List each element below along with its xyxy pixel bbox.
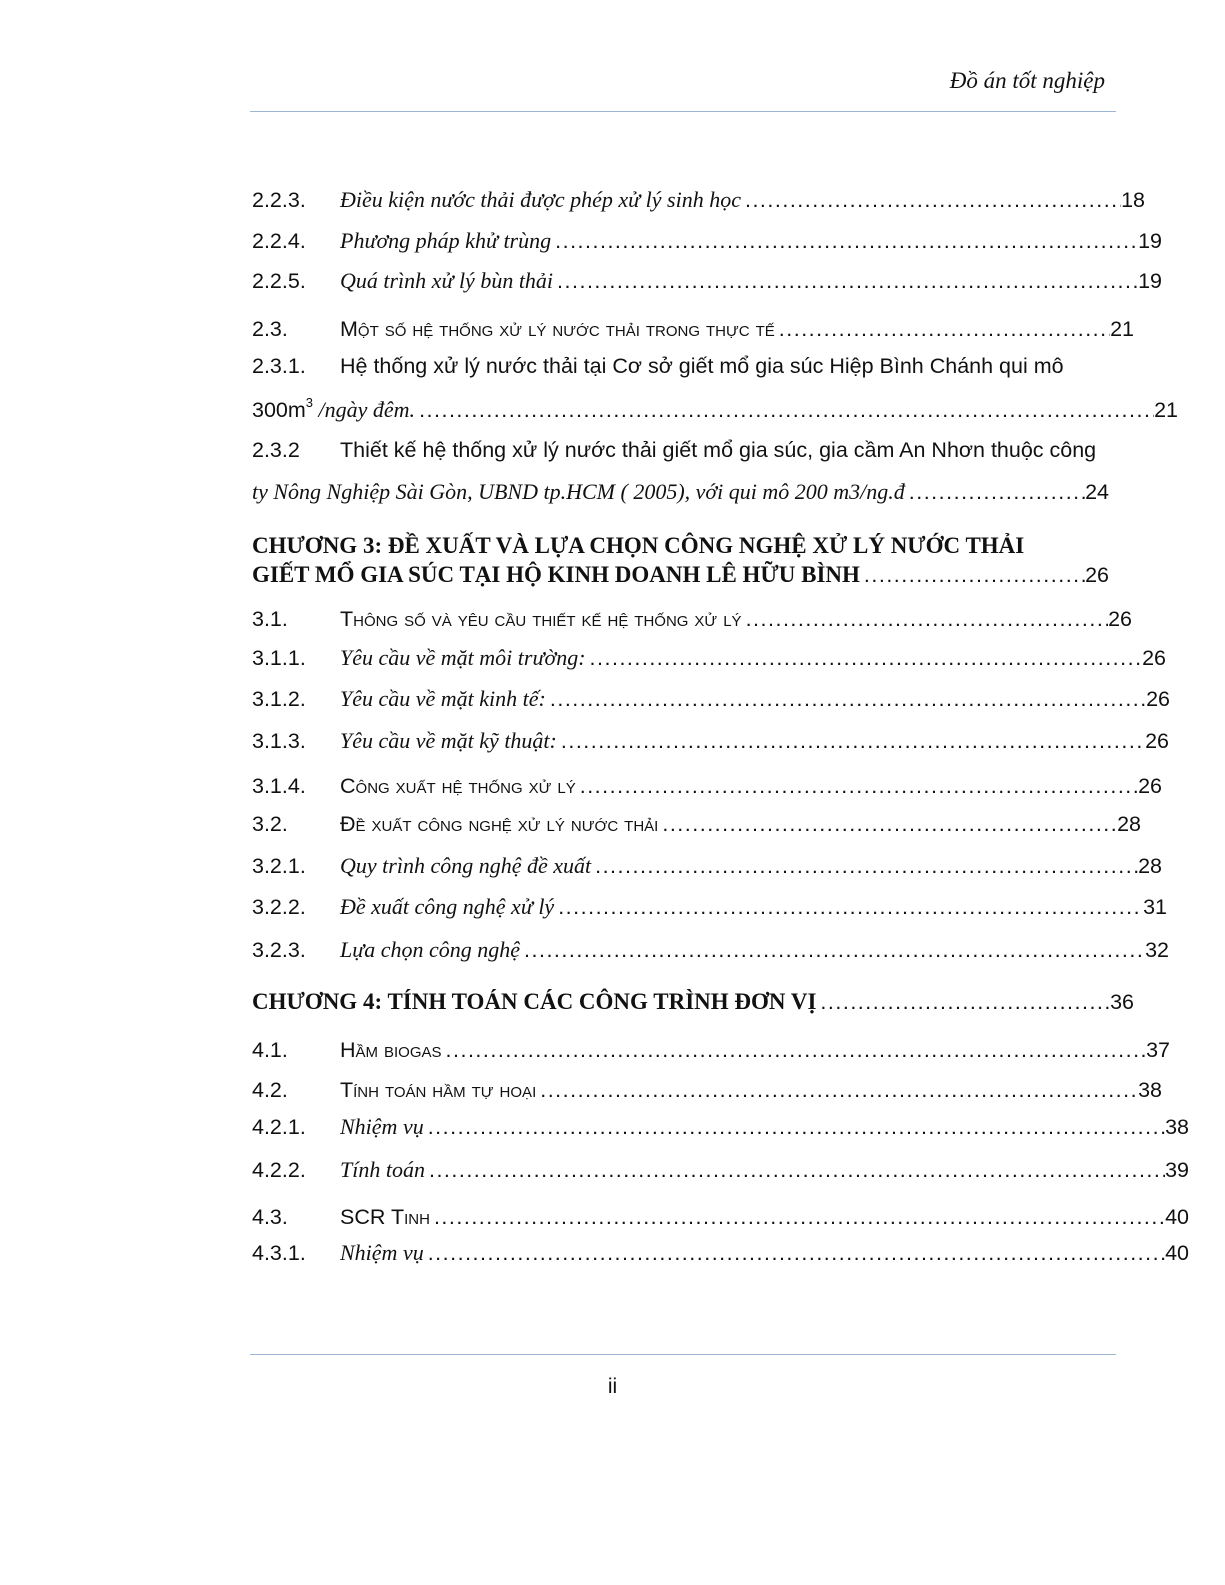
toc-title-cont: ty Nông Nghiệp Sài Gòn, UBND tp.HCM ( 2005), với qui mô 200 m3/ng.đ — [252, 479, 905, 504]
toc-leader — [591, 854, 1138, 878]
toc-title: Lựa chọn công nghệ — [340, 937, 521, 962]
toc-leader — [557, 729, 1145, 753]
toc-number: 3.1.2. — [252, 687, 306, 711]
toc-leader — [586, 646, 1143, 670]
toc-title: Một số hệ thống xử lý nước thải trong thực tế — [340, 317, 775, 341]
page-number: ii — [607, 1375, 618, 1398]
toc-page: 38 — [1138, 1078, 1162, 1102]
toc-number: 4.1. — [252, 1038, 288, 1062]
toc-title: Phương pháp khử trùng — [340, 228, 552, 253]
toc-page: 26 — [1138, 774, 1162, 798]
toc-leader — [553, 269, 1138, 293]
header-title: Đồ án tốt nghiệp — [949, 68, 1105, 93]
toc-leader — [741, 188, 1121, 212]
toc-leader — [658, 812, 1117, 836]
toc-entry[interactable] — [252, 1078, 1162, 1102]
toc-title: Quá trình xử lý bùn thải — [340, 268, 554, 293]
toc-page: 24 — [1085, 480, 1109, 504]
toc-title: Nhiệm vụ — [340, 1114, 424, 1139]
toc-page: 19 — [1138, 229, 1162, 253]
toc-title: Tính toán hầm tự hoại — [340, 1078, 537, 1102]
toc-title: SCR Tinh — [340, 1205, 430, 1229]
toc-leader — [816, 990, 1110, 1014]
toc-title: Yêu cầu về mặt kinh tế: — [340, 686, 546, 711]
toc-leader — [576, 774, 1138, 798]
toc-entry[interactable] — [252, 480, 1109, 504]
toc-number: 2.3.2 — [252, 438, 300, 462]
toc-leader — [415, 398, 1154, 422]
toc-number: 4.2.2. — [252, 1158, 306, 1182]
toc-title: Nhiệm vụ — [340, 1240, 424, 1265]
toc-entry[interactable] — [252, 938, 1169, 962]
toc-number: 3.2. — [252, 812, 288, 836]
toc-number: 3.1.1. — [252, 646, 306, 670]
toc-leader — [551, 229, 1138, 253]
toc-page: 28 — [1138, 854, 1162, 878]
toc-entry[interactable] — [252, 607, 1132, 631]
toc-leader — [424, 1241, 1165, 1265]
toc-title: Thiết kế hệ thống xử lý nước thải giết mổ gia súc, gia cầm An Nhơn thuộc công — [340, 438, 1097, 462]
toc-page: 39 — [1165, 1158, 1189, 1182]
toc-number: 3.2.1. — [252, 854, 306, 878]
toc-page: 19 — [1138, 269, 1162, 293]
toc-page: 38 — [1165, 1115, 1189, 1139]
toc-leader — [425, 1158, 1165, 1182]
toc-entry[interactable] — [252, 990, 1134, 1014]
toc-entry[interactable] — [252, 1241, 1189, 1265]
toc-number: 4.3.1. — [252, 1241, 306, 1265]
toc-entry[interactable] — [252, 774, 1162, 798]
toc-leader — [424, 1115, 1165, 1139]
toc-number: 3.1. — [252, 607, 288, 631]
toc-number: 3.2.2. — [252, 895, 306, 919]
toc-page: 26 — [1108, 607, 1132, 631]
toc-leader — [430, 1205, 1165, 1229]
toc-title: Đề xuất công nghệ xử lý — [340, 894, 555, 919]
toc-entry[interactable] — [252, 1115, 1189, 1139]
toc-entry[interactable] — [252, 229, 1162, 253]
toc-title: Quy trình công nghệ đề xuất — [340, 853, 592, 878]
toc-page: 28 — [1117, 812, 1141, 836]
toc-title: Yêu cầu về mặt môi trường: — [340, 645, 586, 670]
toc-page: 36 — [1110, 990, 1134, 1014]
toc-page: 37 — [1146, 1038, 1170, 1062]
toc-entry[interactable] — [252, 729, 1169, 753]
toc-entry[interactable] — [252, 812, 1141, 836]
toc-number: 4.2.1. — [252, 1115, 306, 1139]
toc-entry-line[interactable] — [252, 438, 1096, 462]
toc-page: 21 — [1154, 398, 1178, 422]
toc-entry[interactable] — [252, 269, 1162, 293]
toc-page: 40 — [1165, 1205, 1189, 1229]
toc-page: 18 — [1121, 188, 1145, 212]
toc-page: 26 — [1085, 563, 1109, 587]
toc-page: 26 — [1142, 646, 1166, 670]
toc-leader — [520, 938, 1145, 962]
toc-page: 21 — [1110, 317, 1134, 341]
header-divider — [250, 111, 1116, 112]
toc-number: 2.2.3. — [252, 188, 306, 212]
toc-title: Tính toán — [340, 1157, 425, 1182]
toc-title: Hệ thống xử lý nước thải tại Cơ sở giết mổ gia súc Hiệp Bình Chánh qui mô — [340, 354, 1064, 378]
toc-entry[interactable] — [252, 854, 1162, 878]
chapter-heading-cont: GIẾT MỔ GIA SÚC TẠI HỘ KINH DOANH LÊ HỮU BÌNH — [252, 562, 860, 587]
toc-entry[interactable] — [252, 646, 1166, 670]
toc-title: Đề xuất công nghệ xử lý nước thải — [340, 812, 659, 836]
toc-number: 2.3.1. — [252, 354, 306, 378]
toc-number: 2.2.4. — [252, 229, 306, 253]
toc-number: 2.3. — [252, 317, 288, 341]
toc-leader — [554, 895, 1143, 919]
toc-entry[interactable] — [252, 895, 1167, 919]
toc-title: Điều kiện nước thải được phép xử lý sinh học — [340, 187, 741, 212]
toc-title: Yêu cầu về mặt kỹ thuật: — [340, 728, 557, 753]
toc-entry[interactable] — [252, 563, 1109, 587]
toc-entry[interactable] — [252, 1038, 1170, 1062]
toc-leader — [546, 687, 1146, 711]
toc-title-cont: $300m^3$ /ngày đêm. — [252, 394, 416, 422]
footer-divider — [250, 1354, 1116, 1355]
toc-entry[interactable] — [252, 317, 1134, 341]
toc-leader — [905, 480, 1085, 504]
toc-entry[interactable] — [252, 394, 1178, 422]
toc-page: 31 — [1143, 895, 1167, 919]
toc-number: 3.1.3. — [252, 729, 306, 753]
toc-page: 32 — [1145, 938, 1169, 962]
toc-leader — [742, 607, 1109, 631]
toc-number: 3.2.3. — [252, 938, 306, 962]
toc-leader — [860, 563, 1085, 587]
toc-entry[interactable] — [252, 188, 1145, 212]
toc-title: Công xuất hệ thống xử lý — [340, 774, 576, 798]
toc-page: 40 — [1165, 1241, 1189, 1265]
toc-number: 4.3. — [252, 1205, 288, 1229]
toc-number: 2.2.5. — [252, 269, 306, 293]
toc-leader — [442, 1038, 1147, 1062]
toc-page: 26 — [1146, 687, 1170, 711]
toc-number: 4.2. — [252, 1078, 288, 1102]
chapter-heading[interactable]: CHƯƠNG 3: ĐỀ XUẤT VÀ LỰA CHỌN CÔNG NGHỆ XỬ LÝ NƯỚC THẢI — [252, 533, 1025, 558]
toc-title: Hầm biogas — [340, 1038, 442, 1062]
toc-leader — [775, 317, 1110, 341]
toc-entry[interactable] — [252, 1205, 1189, 1229]
chapter-heading: CHƯƠNG 4: TÍNH TOÁN CÁC CÔNG TRÌNH ĐƠN VỊ — [252, 989, 817, 1014]
toc-number: 3.1.4. — [252, 774, 306, 798]
toc-title: Thông số và yêu cầu thiết kế hệ thống xử lý — [340, 607, 742, 631]
toc-page: 26 — [1145, 729, 1169, 753]
toc-entry[interactable] — [252, 1158, 1189, 1182]
toc-entry-line[interactable] — [252, 354, 1064, 378]
toc-leader — [536, 1078, 1138, 1102]
toc-entry[interactable] — [252, 687, 1170, 711]
